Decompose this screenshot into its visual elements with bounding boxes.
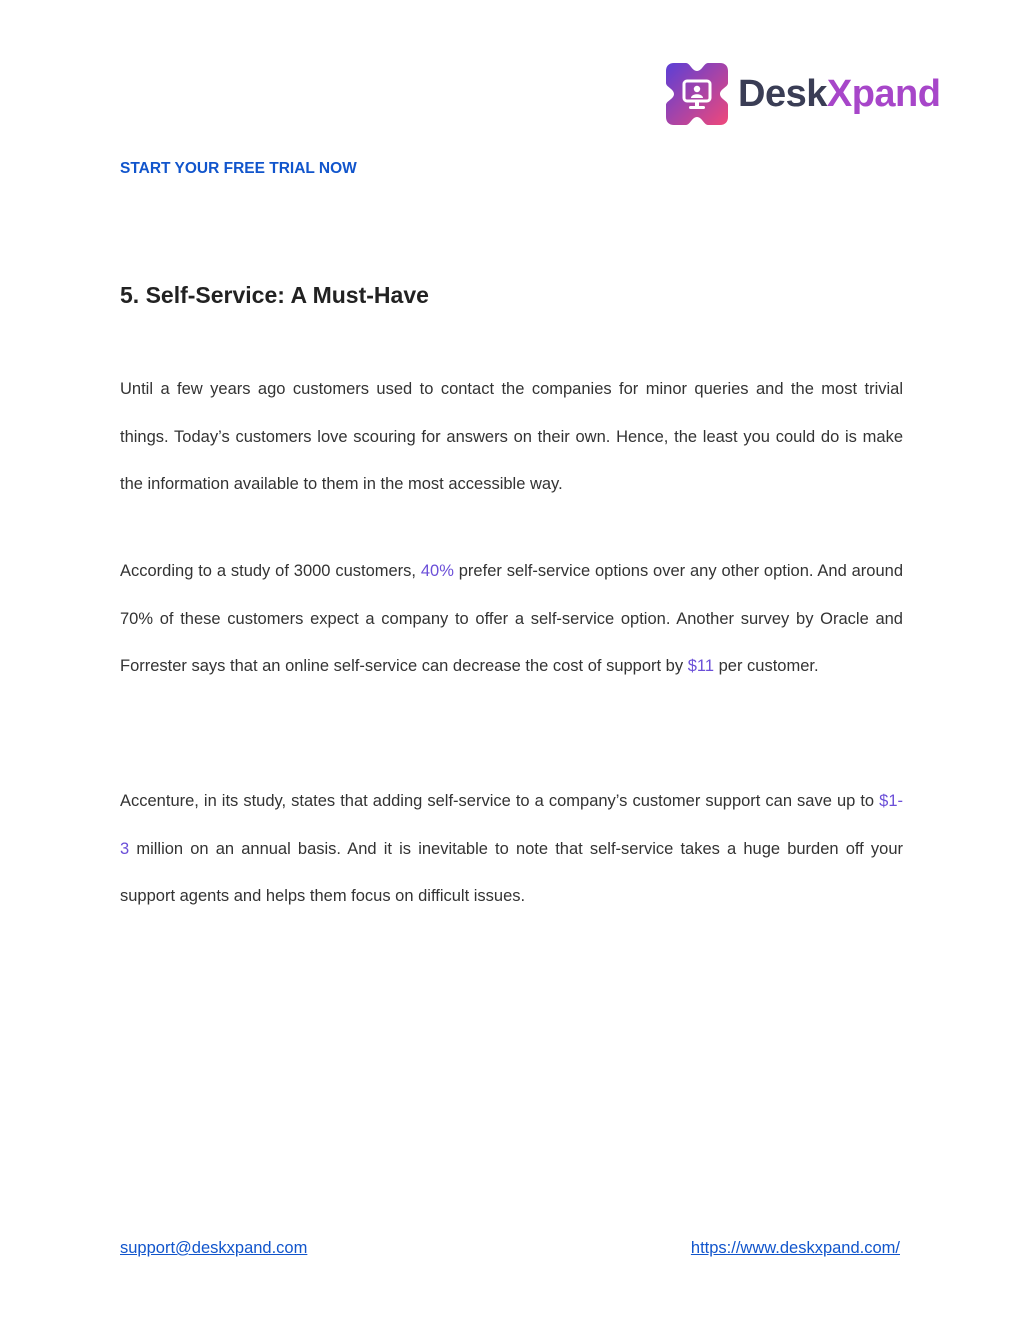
- paragraph-intro: Until a few years ago customers used to contact the companies for minor queries and the most trivial things. Today’s customers love scouring for answers on their own. Hence, the least you could do is make the information available to them in the most accessible way.: [120, 380, 903, 493]
- deskxpand-logo-icon: [664, 61, 730, 127]
- paragraph-study-text-1: According to a study of 3000 customers,: [120, 562, 421, 580]
- brand-wordmark: [738, 75, 940, 113]
- start-free-trial-link[interactable]: START YOUR FREE TRIAL NOW: [120, 160, 357, 177]
- paragraph-accenture-text-1: Accenture, in its study, states that adding self-service to a company’s customer support can save up to: [120, 792, 880, 810]
- paragraph-study-text-2: prefer self-service options over any other option. And around 70% of these customers expect a company to offer a self-service option. Another survey by Oracle and Forrester says that an online self-service can decrease the cost of support by: [120, 562, 903, 675]
- section-heading: 5. Self-Service: A Must-Have: [120, 282, 429, 308]
- brand-name-part1: Desk: [738, 73, 827, 115]
- brand-logo: [664, 60, 940, 128]
- brand-name-part2: Xpand: [826, 73, 941, 115]
- paragraph-study: [120, 548, 903, 691]
- footer-email-link[interactable]: support@deskxpand.com: [120, 1239, 308, 1257]
- stat-11-dollars-link[interactable]: $11: [687, 657, 715, 675]
- footer-website-link[interactable]: https://www.deskxpand.com/: [690, 1239, 900, 1257]
- paragraph-study-text-3: per customer.: [714, 657, 819, 675]
- paragraph-accenture: [120, 778, 903, 921]
- stat-40-percent-link[interactable]: 40%: [420, 562, 454, 580]
- stat-1-3-million-link[interactable]: $1-3: [120, 792, 903, 858]
- paragraph-accenture-text-2: million on an annual basis. And it is inevitable to note that self-service takes a huge burden off your support agents and helps them focus on difficult issues.: [120, 839, 903, 905]
